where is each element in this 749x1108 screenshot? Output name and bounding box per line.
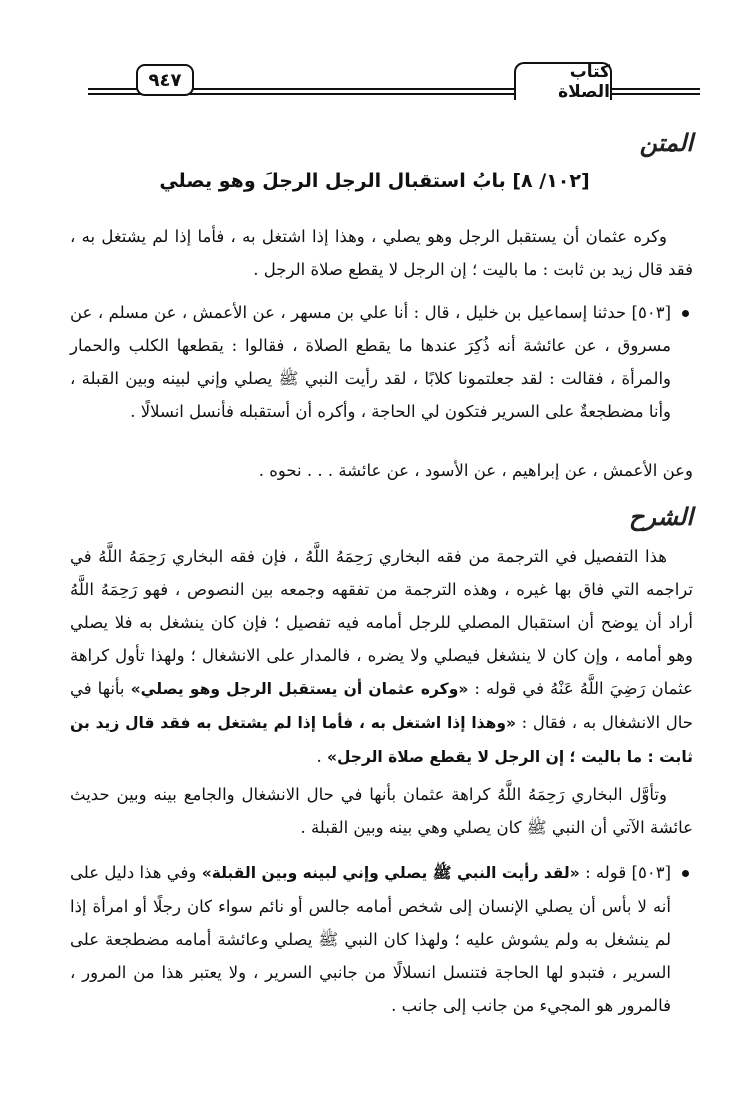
- sharh-p1-text-a: هذا التفصيل في الترجمة من فقه البخاري رَحِمَهُ اللَّهُ ، فإن فقه البخاري رَحِمَهُ اللَّهُ في تراجمه التي فاق بها غيره ، وهذه الترجمة من تفقهه وجمعه بين النصوص ، فهو رَحِمَهُ اللَّهُ أراد أن يوضح أن استقبال المصلي للرجل أمامه فيه تفصيل ؛ فإن كان ينشغل به فلا يصلي وهو أمامه ، وإن كان لا ينشغل فيصلي ولا يضره ، فالمدار على الانشغال ؛ ولهذا تأول كراهة عثمان رَضِيَ اللَّهُ عَنْهُ في قوله :: [70, 547, 693, 698]
- page-number: ٩٤٧: [136, 64, 194, 96]
- bullet-icon: [682, 870, 689, 877]
- hadith-paragraph: [70, 296, 693, 428]
- sharh-p1-text-b: بأنها في حال الانشغال به ، فقال :: [70, 679, 693, 732]
- sharh-note-503: [70, 856, 693, 1022]
- matn-hadith-503: [70, 296, 693, 428]
- note-paragraph: [70, 856, 693, 1022]
- chapter-heading: [١٠٢/ ٨] بابُ استقبال الرجل الرجلَ وهو يصلي: [159, 170, 590, 192]
- matn-intro: [70, 220, 693, 286]
- amash-text: وعن الأعمش ، عن إبراهيم ، عن الأسود ، عن عائشة . . . نحوه .: [258, 461, 693, 480]
- note-quote: «لقد رأيت النبي ﷺ يصلي وإني لبينه وبين القبلة»: [201, 864, 580, 882]
- sharh-p1-quote-1: «وكره عثمان أن يستقبل الرجل وهو يصلي»: [130, 680, 469, 698]
- running-header-book-title: كتاب الصلاة: [514, 62, 612, 100]
- sharh-paragraph-2: [70, 778, 693, 844]
- bullet-icon: [682, 310, 689, 317]
- note-text-a: [٥٠٣] قوله :: [579, 863, 671, 882]
- sharh-section-label: الشرح: [628, 502, 693, 531]
- matn-section-label: المتن: [639, 128, 693, 157]
- matn-amash-chain: [70, 454, 693, 487]
- hadith-text: [٥٠٣] حدثنا إسماعيل بن خليل ، قال : أنا علي بن مسهر ، عن الأعمش ، عن مسلم ، عن مسروق ، عن عائشة أنه ذُكِرَ عندها ما يقطع الصلاة ، فقالوا : يقطعها الكلب والحمار والمرأة ، فقالت : لقد جعلتمونا كلابًا ، لقد رأيت النبي ﷺ يصلي وإني لبينه وبين القبلة ، وأنا مضطجعةٌ على السرير فتكون لي الحاجة ، وأكره أن أستقبله فأنسل انسلالًا .: [70, 303, 671, 421]
- note-text-b: وفي هذا دليل على أنه لا بأس أن يصلي الإنسان إلى شخص أمامه جالس أو نائم سواء كان رجلًا أو امرأة إذا لم ينشغل به ولم يشوش عليه ؛ ولهذا كان النبي ﷺ يصلي وعائشة أمامه مضطجعة على السرير ، فتبدو لها الحاجة فتنسل انسلالًا من جانبي السرير ، ولا يعتبر هذا من المرور ، فالمرور هو المجيء من جانب إلى جانب .: [70, 863, 671, 1015]
- sharh-p1-quote-2: «وهذا إذا اشتغل به ، فأما إذا لم يشتغل به فقد قال زيد بن ثابت : ما باليت ؛ إن الرجل لا يقطع صلاة الرجل»: [70, 714, 693, 766]
- matn-intro-text: وكره عثمان أن يستقبل الرجل وهو يصلي ، وهذا إذا اشتغل به ، فأما إذا لم يشتغل به ، فقد قال زيد بن ثابت : ما باليت ؛ إن الرجل لا يقطع صلاة الرجل .: [70, 227, 693, 279]
- sharh-paragraph-1: [70, 540, 693, 774]
- sharh-p1: [70, 540, 693, 774]
- sharh-p1-text-c: .: [316, 747, 327, 766]
- sharh-p2-text: وتأوَّل البخاري رَحِمَهُ اللَّهُ كراهة عثمان بأنها في حال الانشغال والجامع بينه وبين حديث عائشة الآتي أن النبي ﷺ كان يصلي وهي بينه وبين القبلة .: [70, 785, 693, 837]
